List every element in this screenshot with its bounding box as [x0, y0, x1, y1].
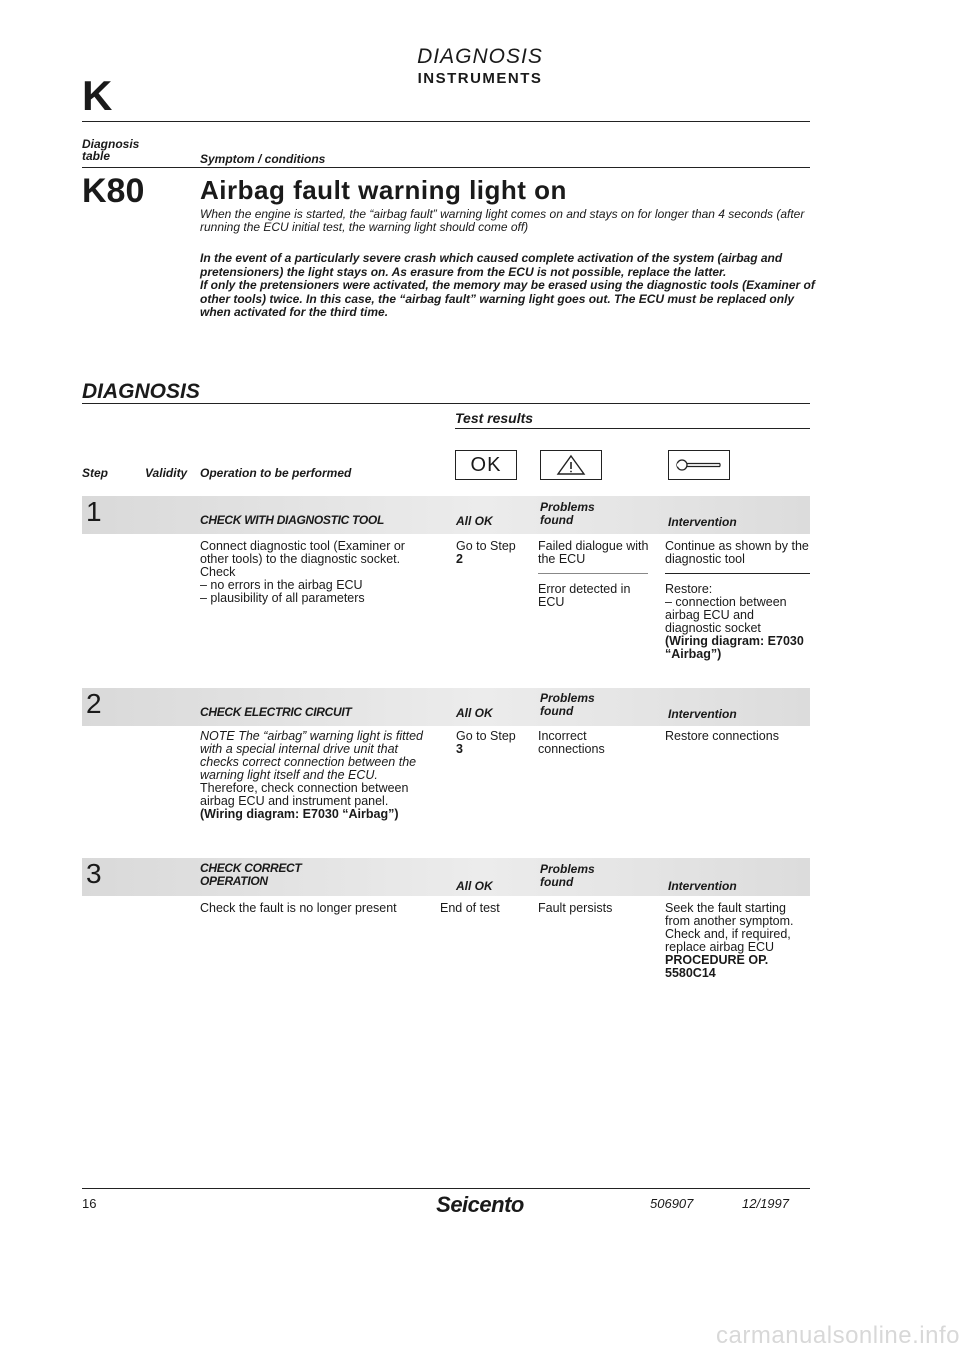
step-2-goto — [456, 730, 516, 756]
step-1-number: 1 — [86, 496, 102, 527]
step-1-goto-step: 2 — [456, 552, 463, 566]
step-1-problems — [540, 501, 595, 527]
step-1-operation: Connect diagnostic tool (Examiner or other tools) to the diagnostic socket. Check – no errors in the airbag ECU – plausibility of all parameters — [200, 539, 405, 605]
test-results-label: Test results — [455, 410, 534, 426]
step-3-operation: Check the fault is no longer present — [200, 901, 397, 915]
step-1-problems-line1: Problems — [540, 500, 595, 514]
step-3-problems — [540, 863, 595, 889]
step-1-wiring-diagram: (Wiring diagram: E7030 “Airbag”) — [665, 634, 804, 661]
step-2-operation-text: Therefore, check connection between airbag ECU and instrument panel. — [200, 781, 409, 808]
ok-box-icon: OK — [455, 450, 517, 480]
fault-code: K80 — [82, 172, 145, 210]
header-rule — [82, 121, 810, 122]
step-2-goto-step: 3 — [456, 742, 463, 756]
step-1-intervention: Intervention — [668, 515, 737, 529]
page-number: 16 — [82, 1196, 97, 1211]
symptom-rule — [82, 167, 810, 168]
step-1-problem-b: Error detected in ECU — [538, 582, 631, 609]
fault-warning — [200, 252, 815, 320]
step-3-intervention: Intervention — [668, 879, 737, 893]
document-reference: 506907 — [650, 1196, 694, 1211]
column-validity: Validity — [145, 466, 188, 480]
step-2-wiring-diagram: (Wiring diagram: E7030 “Airbag”) — [200, 807, 399, 821]
step-2-note: NOTE The “airbag” warning light is fitted with a special internal drive unit that checks correct connection between the warning light itself and the ECU. — [200, 729, 424, 782]
step-3-result: End of test — [440, 901, 500, 915]
step-2-all-ok: All OK — [456, 706, 493, 720]
wrench-icon — [668, 450, 730, 480]
step-2-number: 2 — [86, 688, 102, 719]
test-results-rule — [455, 428, 810, 429]
step-1-problem-rule — [538, 573, 648, 574]
step-3-intervention-text: Seek the fault starting from another symptom. Check and, if required, replace airbag ECU — [665, 901, 794, 954]
step-1-problem-a: Failed dialogue with the ECU — [538, 539, 649, 566]
step-1-goto — [456, 540, 516, 566]
column-step: Step — [82, 466, 109, 480]
step-2-problems — [540, 692, 595, 718]
step-1-check: CHECK WITH DIAGNOSTIC TOOL — [200, 513, 384, 527]
step-1-all-ok: All OK — [456, 514, 493, 528]
step-2-problems-line1: Problems — [540, 691, 595, 705]
step-2-goto-label: Go to Step — [456, 729, 516, 743]
fault-warning-p2: If only the pretensioners were activated, the memory may be erased using the diagnostic tools (Examiner of other tools) twice. In this case, the “airbag fault” warning light goes out. The ECU must be replaced only when activated for the third time. — [200, 278, 815, 319]
step-3-check-line1: CHECK CORRECT — [200, 861, 302, 875]
step-2-problem-a: Incorrect connections — [538, 729, 605, 756]
step-2-intervention-a: Restore connections — [665, 729, 779, 743]
header-subtitle: INSTRUMENTS — [417, 70, 543, 87]
step-3-problem-a: Fault persists — [538, 901, 613, 915]
table-label-line1: Diagnosis — [82, 137, 140, 151]
step-3-check — [200, 862, 301, 888]
column-operation: Operation to be performed — [200, 466, 352, 480]
table-label-line2: table — [82, 149, 111, 163]
brand-logo: Seicento — [436, 1192, 524, 1217]
step-2-operation — [200, 730, 432, 821]
diagnosis-rule — [82, 403, 810, 404]
step-3-intervention-a — [665, 902, 803, 980]
step-3-problems-line1: Problems — [540, 862, 595, 876]
step-1-goto-label: Go to Step — [456, 539, 516, 553]
step-1-intervention-a: Continue as shown by the diagnostic tool — [665, 539, 809, 566]
step-2-check: CHECK ELECTRIC CIRCUIT — [200, 705, 352, 719]
section-letter: K — [82, 72, 113, 119]
table-label — [82, 138, 139, 162]
symptom-label: Symptom / conditions — [200, 152, 326, 166]
step-3-problems-line2: found — [540, 875, 574, 889]
document-date: 12/1997 — [742, 1196, 789, 1211]
step-1-problems-line2: found — [540, 513, 574, 527]
fault-title: Airbag fault warning light on — [200, 175, 567, 205]
step-3-check-line2: OPERATION — [200, 874, 268, 888]
header-title: DIAGNOSIS — [417, 45, 543, 68]
step-1-intervention-rule — [665, 573, 810, 574]
step-1-intervention-b — [665, 583, 810, 661]
fault-intro: When the engine is started, the “airbag fault” warning light comes on and stays on for longer than 4 seconds (after running the ECU initial test, the warning light should come off) — [200, 207, 805, 234]
footer-rule — [82, 1188, 810, 1189]
step-3-procedure: PROCEDURE OP. 5580C14 — [665, 953, 769, 980]
watermark: carmanualsonline.info — [716, 1322, 960, 1349]
diagnosis-heading: DIAGNOSIS — [82, 380, 200, 403]
step-3-all-ok: All OK — [456, 879, 493, 893]
step-3-number: 3 — [86, 858, 102, 889]
warning-triangle-icon — [540, 450, 602, 480]
step-2-problems-line2: found — [540, 704, 574, 718]
step-1-intervention-b-text: Restore: – connection between airbag ECU and diagnostic socket — [665, 582, 787, 635]
step-2-intervention: Intervention — [668, 707, 737, 721]
fault-warning-p1: In the event of a particularly severe crash which caused complete activation of the system (airbag and pretensioners) the light stays on. As erasure from the ECU is not possible, replace the latter. — [200, 251, 783, 279]
